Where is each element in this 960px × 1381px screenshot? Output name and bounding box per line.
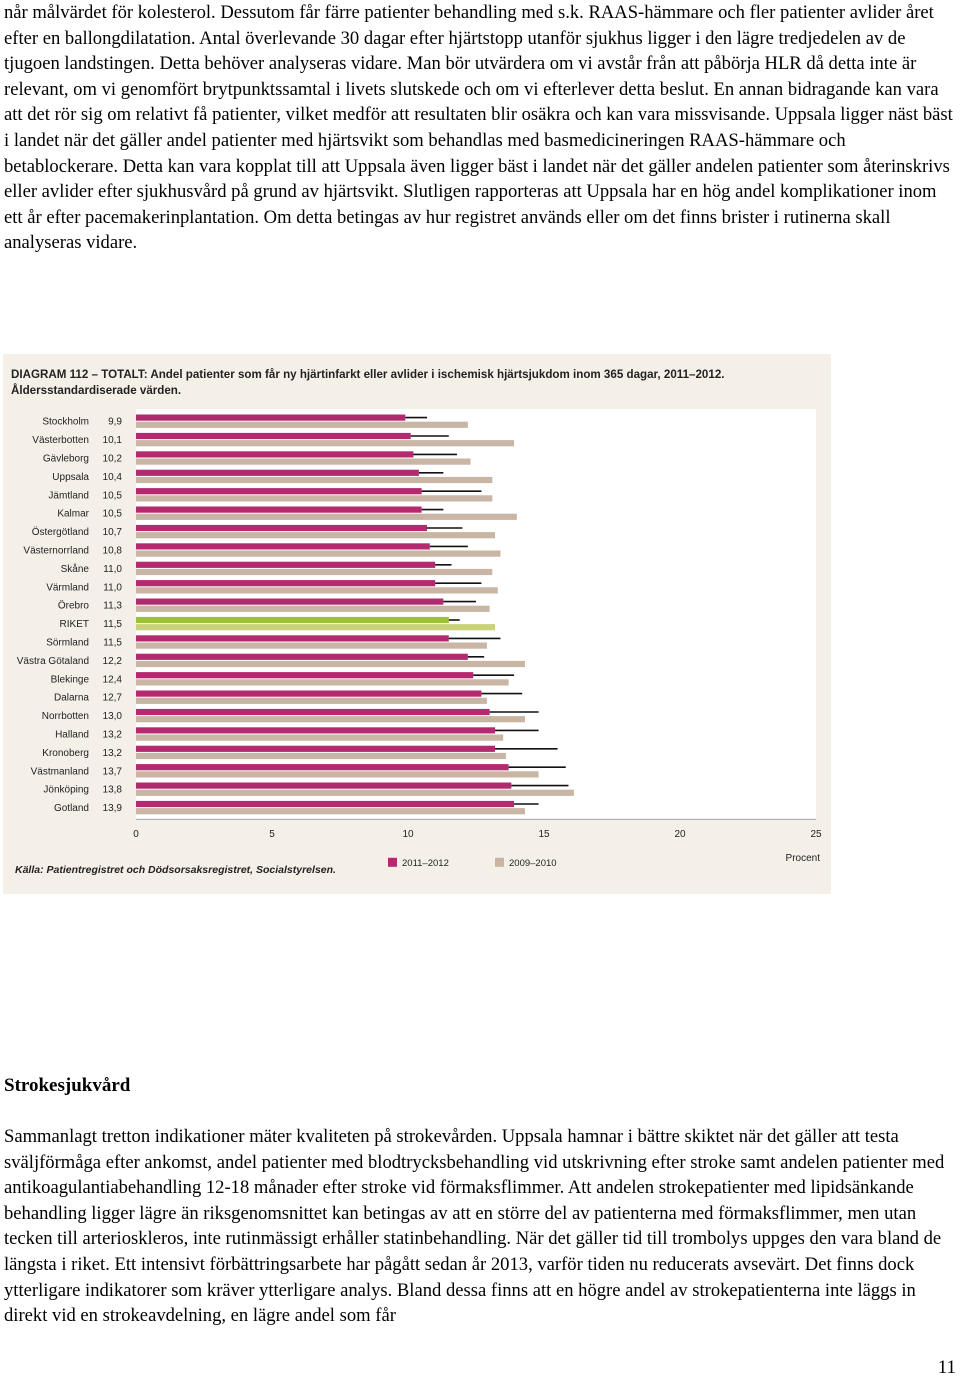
chart-figure	[3, 354, 831, 894]
bar-2011-2012	[136, 801, 514, 807]
bar-2009-2010	[136, 606, 490, 612]
x-tick-label: 10	[402, 828, 414, 840]
body-paragraph-top: når målvärdet för kolesterol. Dessutom får färre patienter behandling med s.k. RAAS-hämmare och fler patienter avlider året efter en ballongdilatation. Antal överlevande 30 dagar efter hjärtstopp utanför sjukhus ligger i den lägre tredjedelen av de tjugoen landstingen. Detta behöver analyseras vidare. Man bör utvärdera om vi avstår från att påbörja HLR då detta inte är relevant, om vi genomfört brytpunktssamtal i livets slutskede och om vi efterlever detta beslut. En annan bidragande kan vara att det rör sig om relativt få patienter, vilket medför att resultaten blir osäkra och kan vara missvisande. Uppsala ligger näst bäst i landet när det gäller andel patienter med hjärtsvikt som behandlas med basmedicineringen RAAS-hämmare och betablockerare. Detta kan vara kopplat till att Uppsala även ligger bäst i landet när det gäller andelen patienter som återinskrivs eller avlider efter sjukhusvård på grund av hjärtsvikt. Slutligen rapporteras att Uppsala har en hög andel komplikationer inom ett år efter pacemakerinplantation. Om detta betingas av hur registret används eller om det finns brister i rutinerna skall analyseras vidare.	[4, 2, 953, 254]
category-label: Gävleborg	[42, 453, 89, 465]
legend-swatch-2011-2012	[388, 858, 397, 867]
bar-2009-2010	[136, 532, 495, 538]
bar-2009-2010	[136, 643, 487, 649]
value-label: 13,2	[102, 747, 122, 759]
category-label: Örebro	[57, 600, 89, 612]
value-label: 11,5	[103, 637, 122, 649]
bar-2011-2012	[136, 709, 490, 715]
value-label: 13,7	[102, 766, 122, 778]
bar-2009-2010	[136, 440, 514, 446]
category-label: Västmanland	[30, 766, 89, 778]
bar-2009-2010	[136, 771, 539, 777]
bar-2011-2012	[136, 543, 430, 549]
body-paragraph-bottom: Sammanlagt tretton indikationer mäter kvaliteten på strokevården. Uppsala hamnar i bättre skiktet när det gäller att testa sväljförmåga efter ankomst, andel patienter med blodtrycksbehandling vid utskrivning efter stroke samt andelen patienter med antikoagulantiabehandling 12-18 månader efter stroke vid förmaksflimmer. Att andelen strokepatienter med lipidsänkande behandling ligger lägre än riksgenomsnittet kan betingas av att en större del av patienterna med förmaksflimmer, men utan tecken till arterioskleros, inte rutinmässigt erhåller statinbehandling. När det gäller tid till trombolys uppges den vara bland de längsta i riket. Ett intensivt förbättringsarbete har pågått sedan år 2013, varför tiden nu reducerats avsevärt. Det finns dock ytterligare indikatorer som kräver ytterligare analys. Bland dessa finns att en högre andel av strokepatienterna inte läggs in direkt vid en strokeavdelning, en lägre andel som får	[4, 1126, 945, 1327]
bar-2009-2010	[136, 587, 498, 593]
bar-2011-2012	[136, 525, 427, 531]
x-tick-label: 20	[674, 828, 686, 840]
value-label: 12,2	[102, 655, 122, 667]
value-label: 10,4	[102, 471, 122, 483]
value-label: 10,5	[102, 490, 122, 502]
bar-2011-2012	[136, 783, 511, 789]
legend-swatch-2009-2010	[495, 858, 504, 867]
bar-2011-2012	[136, 451, 413, 457]
category-label: Jämtland	[48, 490, 89, 502]
category-label: Kronoberg	[42, 747, 89, 759]
value-label: 10,7	[102, 527, 122, 539]
category-label: Kalmar	[57, 508, 89, 520]
bar-chart	[3, 354, 831, 894]
category-label: Jönköping	[43, 784, 89, 796]
bar-2009-2010	[136, 551, 500, 557]
category-label: Blekinge	[50, 674, 89, 686]
bar-2009-2010	[136, 735, 503, 741]
x-tick-label: 0	[133, 828, 139, 840]
bar-2009-2010	[136, 661, 525, 667]
category-label: Östergötland	[31, 527, 89, 539]
value-label: 10,2	[102, 453, 122, 465]
x-tick-label: 15	[538, 828, 550, 840]
x-tick-label: 5	[269, 828, 275, 840]
bar-2011-2012	[136, 746, 495, 752]
value-label: 13,2	[102, 729, 122, 741]
value-label: 11,0	[103, 582, 122, 594]
value-label: 10,8	[102, 545, 122, 557]
bar-2011-2012	[136, 691, 481, 697]
category-label: Halland	[55, 729, 89, 741]
category-label: Dalarna	[53, 692, 89, 704]
bar-2009-2010	[136, 624, 495, 630]
bar-2009-2010	[136, 808, 525, 814]
category-label: Västerbotten	[32, 435, 89, 447]
bar-2011-2012	[136, 433, 411, 439]
bar-2011-2012	[136, 507, 422, 513]
value-label: 11,5	[103, 619, 122, 631]
category-label: Uppsala	[52, 471, 89, 483]
section-heading: Strokesjukvård	[4, 1075, 131, 1096]
category-label: Skåne	[60, 563, 89, 575]
category-label: RIKET	[59, 619, 89, 631]
value-label: 9,9	[108, 416, 122, 428]
value-label: 10,5	[102, 508, 122, 520]
value-label: 12,7	[102, 692, 122, 704]
bar-2011-2012	[136, 562, 435, 568]
category-label: Gotland	[53, 803, 89, 815]
category-label: Västra Götaland	[16, 655, 89, 667]
page-number: 11	[937, 1357, 956, 1378]
bar-2009-2010	[136, 477, 492, 483]
category-label: Stockholm	[42, 416, 89, 428]
x-axis-label: Procent	[785, 852, 820, 864]
bar-2011-2012	[136, 672, 473, 678]
category-label: Sörmland	[46, 637, 89, 649]
value-label: 10,1	[102, 435, 122, 447]
bar-2011-2012	[136, 617, 449, 623]
bar-2011-2012	[136, 764, 509, 770]
chart-source: Källa: Patientregistret och Dödsorsaksregistret, Socialstyrelsen.	[15, 864, 336, 876]
bar-2011-2012	[136, 727, 495, 733]
bar-2011-2012	[136, 415, 405, 421]
value-label: 13,8	[102, 784, 122, 796]
legend-label-2011-2012: 2011–2012	[402, 857, 449, 869]
bar-2009-2010	[136, 790, 574, 796]
chart-subtitle: Åldersstandardiserade värden.	[11, 384, 182, 397]
x-tick-label: 25	[810, 828, 822, 840]
bar-2011-2012	[136, 488, 422, 494]
value-label: 11,3	[103, 600, 122, 612]
bar-2011-2012	[136, 470, 419, 476]
value-label: 11,0	[103, 563, 122, 575]
bar-2011-2012	[136, 654, 468, 660]
bar-2009-2010	[136, 698, 487, 704]
bar-2009-2010	[136, 422, 468, 428]
category-label: Västernorrland	[23, 545, 89, 557]
bar-2009-2010	[136, 514, 517, 520]
bar-2009-2010	[136, 753, 506, 759]
value-label: 12,4	[102, 674, 122, 686]
legend-label-2009-2010: 2009–2010	[509, 857, 557, 869]
value-label: 13,9	[102, 803, 122, 815]
bar-2011-2012	[136, 599, 443, 605]
bar-2009-2010	[136, 569, 492, 575]
bar-2009-2010	[136, 679, 509, 685]
bar-2011-2012	[136, 635, 449, 641]
category-label: Värmland	[46, 582, 89, 594]
chart-title: DIAGRAM 112 – TOTALT: Andel patienter som får ny hjärtinfarkt eller avlider i ischemisk hjärtsjukdom inom 365 dagar, 2011–2012.	[11, 368, 725, 381]
bar-2009-2010	[136, 459, 471, 465]
bar-2009-2010	[136, 716, 525, 722]
category-label: Norrbotten	[41, 711, 89, 723]
value-label: 13,0	[102, 711, 122, 723]
bar-2009-2010	[136, 495, 492, 501]
bar-2011-2012	[136, 580, 435, 586]
